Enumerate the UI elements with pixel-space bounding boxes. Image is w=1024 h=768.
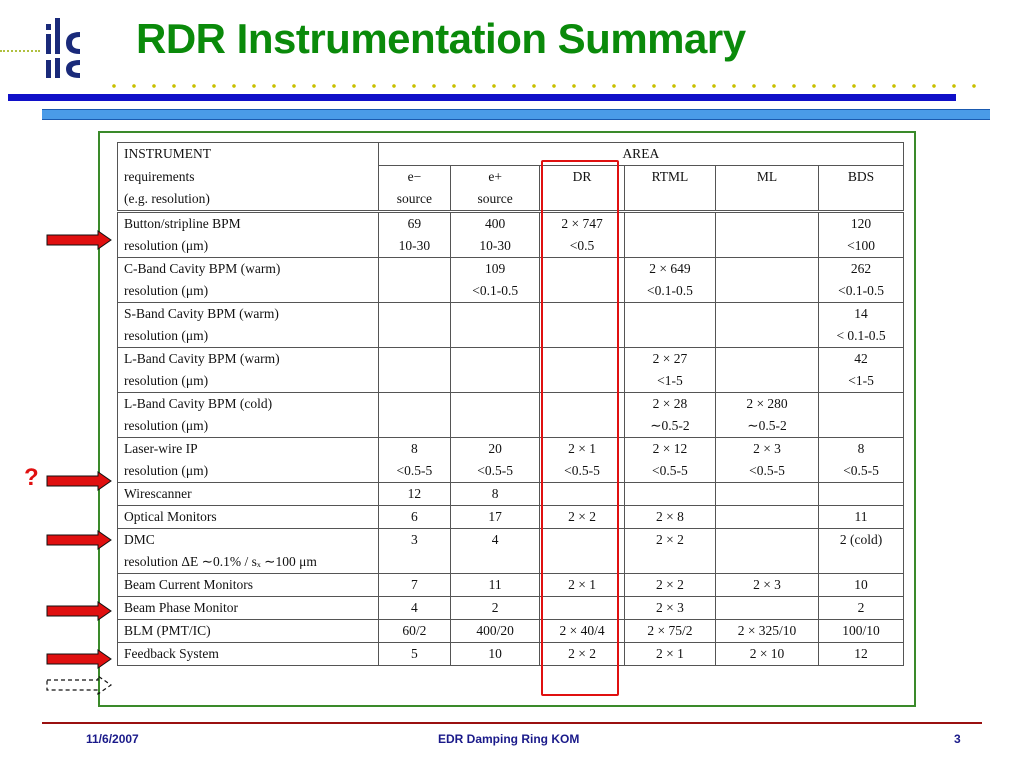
- arrow-icon: [46, 530, 112, 550]
- footer-date: 11/6/2007: [86, 732, 139, 746]
- value-cell: 120: [819, 212, 904, 236]
- value-cell: 2 × 649: [624, 258, 715, 281]
- value-cell: 400: [451, 212, 540, 236]
- instrument-label-cell: Beam Phase Monitor: [118, 597, 379, 620]
- instrument-label-cell: resolution (μm): [118, 460, 379, 483]
- value-cell: 4: [451, 529, 540, 552]
- table-row: [118, 258, 904, 281]
- value-cell: [715, 280, 818, 303]
- instrument-label-cell: Wirescanner: [118, 483, 379, 506]
- instrument-label-cell: S-Band Cavity BPM (warm): [118, 303, 379, 326]
- value-cell: 109: [451, 258, 540, 281]
- value-cell: [624, 235, 715, 258]
- value-cell: <0.1-0.5: [451, 280, 540, 303]
- value-cell: 2: [819, 597, 904, 620]
- value-cell: [715, 370, 818, 393]
- value-cell: 2 × 40/4: [540, 620, 625, 643]
- header-instrument: INSTRUMENT: [118, 143, 379, 166]
- value-cell: [378, 393, 451, 416]
- value-cell: 100/10: [819, 620, 904, 643]
- value-cell: 2 × 75/2: [624, 620, 715, 643]
- instrument-label-cell: Button/stripline BPM: [118, 212, 379, 236]
- value-cell: 14: [819, 303, 904, 326]
- footer-title: EDR Damping Ring KOM: [438, 732, 580, 746]
- table-row: [118, 325, 904, 348]
- value-cell: 2 × 1: [540, 438, 625, 461]
- value-cell: [451, 325, 540, 348]
- instrument-label-cell: C-Band Cavity BPM (warm): [118, 258, 379, 281]
- value-cell: [819, 483, 904, 506]
- instrument-label-cell: resolution (μm): [118, 280, 379, 303]
- value-cell: 2 × 325/10: [715, 620, 818, 643]
- value-cell: 2 × 747: [540, 212, 625, 236]
- value-cell: [378, 370, 451, 393]
- value-cell: [451, 348, 540, 371]
- value-cell: 400/20: [451, 620, 540, 643]
- value-cell: < 0.1-0.5: [819, 325, 904, 348]
- value-cell: 12: [819, 643, 904, 666]
- value-cell: <0.1-0.5: [624, 280, 715, 303]
- table-row: [118, 212, 904, 236]
- instrument-label-cell: Beam Current Monitors: [118, 574, 379, 597]
- value-cell: [715, 212, 818, 236]
- value-cell: [624, 212, 715, 236]
- question-mark: ?: [24, 464, 39, 491]
- value-cell: [715, 529, 818, 552]
- instrument-label-cell: BLM (PMT/IC): [118, 620, 379, 643]
- footer-rule: [42, 722, 982, 724]
- value-cell: 2 × 2: [540, 643, 625, 666]
- value-cell: 8: [378, 438, 451, 461]
- value-cell: <0.5: [540, 235, 625, 258]
- value-cell: [715, 551, 818, 574]
- value-cell: 10-30: [451, 235, 540, 258]
- value-cell: [819, 393, 904, 416]
- instrument-label-cell: resolution (μm): [118, 370, 379, 393]
- header-row-2: [118, 166, 904, 189]
- value-cell: <0.5-5: [378, 460, 451, 483]
- value-cell: [378, 415, 451, 438]
- dashed-arrow-icon: [46, 675, 112, 695]
- instrument-label-cell: resolution (μm): [118, 415, 379, 438]
- value-cell: [715, 597, 818, 620]
- value-cell: [451, 551, 540, 574]
- instrument-label-cell: DMC: [118, 529, 379, 552]
- value-cell: 2 × 1: [624, 643, 715, 666]
- value-cell: 5: [378, 643, 451, 666]
- instrument-label-cell: resolution ΔE ∼0.1% / sₓ ∼100 μm: [118, 551, 379, 574]
- value-cell: [378, 280, 451, 303]
- header-eg-resolution: (e.g. resolution): [118, 188, 379, 212]
- footer-page-number: 3: [954, 732, 961, 746]
- value-cell: 2 × 280: [715, 393, 818, 416]
- ilc-logo: [40, 14, 102, 80]
- value-cell: 42: [819, 348, 904, 371]
- value-cell: <0.5-5: [819, 460, 904, 483]
- instrument-label-cell: L-Band Cavity BPM (cold): [118, 393, 379, 416]
- value-cell: 7: [378, 574, 451, 597]
- table-row: [118, 460, 904, 483]
- instrument-label-cell: resolution (μm): [118, 325, 379, 348]
- header-requirements: requirements: [118, 166, 379, 189]
- value-cell: 2 × 1: [540, 574, 625, 597]
- value-cell: [451, 303, 540, 326]
- value-cell: <0.5-5: [624, 460, 715, 483]
- header-ml: ML: [715, 166, 818, 189]
- value-cell: 17: [451, 506, 540, 529]
- value-cell: [819, 415, 904, 438]
- header-bar-light: [42, 109, 990, 120]
- value-cell: 2 × 3: [715, 574, 818, 597]
- value-cell: [378, 551, 451, 574]
- table-row: [118, 303, 904, 326]
- value-cell: <1-5: [624, 370, 715, 393]
- header-row-1: [118, 143, 904, 166]
- value-cell: [715, 483, 818, 506]
- value-cell: ∼0.5-2: [715, 415, 818, 438]
- arrow-icon: [46, 230, 112, 250]
- value-cell: [715, 325, 818, 348]
- value-cell: 2 × 2: [540, 506, 625, 529]
- value-cell: 2 (cold): [819, 529, 904, 552]
- value-cell: [819, 551, 904, 574]
- value-cell: 2 × 2: [624, 574, 715, 597]
- header-bar-dark: [8, 94, 956, 101]
- value-cell: [451, 370, 540, 393]
- header-source-eplus: source: [451, 188, 540, 212]
- value-cell: [451, 415, 540, 438]
- value-cell: 2 × 2: [624, 529, 715, 552]
- header-dr: DR: [540, 166, 625, 189]
- value-cell: 2 × 3: [715, 438, 818, 461]
- instrument-label-cell: Laser-wire IP: [118, 438, 379, 461]
- header-bds: BDS: [819, 166, 904, 189]
- instrument-label-cell: Feedback System: [118, 643, 379, 666]
- arrow-icon: [46, 649, 112, 669]
- value-cell: 2 × 3: [624, 597, 715, 620]
- decorative-dots-left: [0, 50, 40, 52]
- table-row: [118, 551, 904, 574]
- value-cell: 6: [378, 506, 451, 529]
- header-empty-ml: [715, 188, 818, 212]
- table-row: [118, 393, 904, 416]
- value-cell: <0.5-5: [715, 460, 818, 483]
- table-row: [118, 280, 904, 303]
- value-cell: [715, 348, 818, 371]
- value-cell: [715, 303, 818, 326]
- value-cell: 12: [378, 483, 451, 506]
- decorative-dots-top: [104, 84, 984, 88]
- value-cell: 4: [378, 597, 451, 620]
- table-row: [118, 483, 904, 506]
- value-cell: 69: [378, 212, 451, 236]
- value-cell: [378, 325, 451, 348]
- header-empty-bds: [819, 188, 904, 212]
- header-row-3: [118, 188, 904, 212]
- header-source-eminus: source: [378, 188, 451, 212]
- table-row: [118, 348, 904, 371]
- value-cell: 8: [819, 438, 904, 461]
- value-cell: 2 × 10: [715, 643, 818, 666]
- value-cell: [378, 348, 451, 371]
- value-cell: 8: [451, 483, 540, 506]
- arrow-icon: [46, 471, 112, 491]
- value-cell: 2 × 12: [624, 438, 715, 461]
- value-cell: 3: [378, 529, 451, 552]
- header-rtml: RTML: [624, 166, 715, 189]
- table-row: [118, 370, 904, 393]
- value-cell: [715, 258, 818, 281]
- value-cell: 10-30: [378, 235, 451, 258]
- value-cell: <1-5: [819, 370, 904, 393]
- table-row: [118, 506, 904, 529]
- value-cell: 2 × 28: [624, 393, 715, 416]
- value-cell: <0.1-0.5: [819, 280, 904, 303]
- value-cell: 2 × 8: [624, 506, 715, 529]
- value-cell: 2: [451, 597, 540, 620]
- slide-title: RDR Instrumentation Summary: [136, 15, 746, 62]
- dr-column-highlight: [541, 160, 619, 696]
- table-row: [118, 438, 904, 461]
- instrument-label-cell: L-Band Cavity BPM (warm): [118, 348, 379, 371]
- value-cell: 2 × 27: [624, 348, 715, 371]
- header-area: AREA: [378, 143, 903, 166]
- value-cell: [715, 235, 818, 258]
- value-cell: 20: [451, 438, 540, 461]
- arrow-icon: [46, 601, 112, 621]
- table-row: [118, 643, 904, 666]
- value-cell: [624, 303, 715, 326]
- value-cell: <0.5-5: [451, 460, 540, 483]
- value-cell: 11: [819, 506, 904, 529]
- table-row: [118, 574, 904, 597]
- value-cell: 11: [451, 574, 540, 597]
- value-cell: [624, 551, 715, 574]
- header-eminus: e−: [378, 166, 451, 189]
- table-row: [118, 415, 904, 438]
- value-cell: [624, 325, 715, 348]
- instrumentation-table: [117, 142, 904, 666]
- header-eplus: e+: [451, 166, 540, 189]
- value-cell: ∼0.5-2: [624, 415, 715, 438]
- value-cell: 10: [451, 643, 540, 666]
- value-cell: [451, 393, 540, 416]
- value-cell: <100: [819, 235, 904, 258]
- value-cell: 262: [819, 258, 904, 281]
- value-cell: [624, 483, 715, 506]
- value-cell: 60/2: [378, 620, 451, 643]
- value-cell: <0.5-5: [540, 460, 625, 483]
- value-cell: [378, 258, 451, 281]
- header-empty-rtml: [624, 188, 715, 212]
- table-row: [118, 597, 904, 620]
- table-row: [118, 529, 904, 552]
- table-row: [118, 620, 904, 643]
- value-cell: [378, 303, 451, 326]
- value-cell: [715, 506, 818, 529]
- value-cell: 10: [819, 574, 904, 597]
- table-row: [118, 235, 904, 258]
- instrument-label-cell: resolution (μm): [118, 235, 379, 258]
- instrument-label-cell: Optical Monitors: [118, 506, 379, 529]
